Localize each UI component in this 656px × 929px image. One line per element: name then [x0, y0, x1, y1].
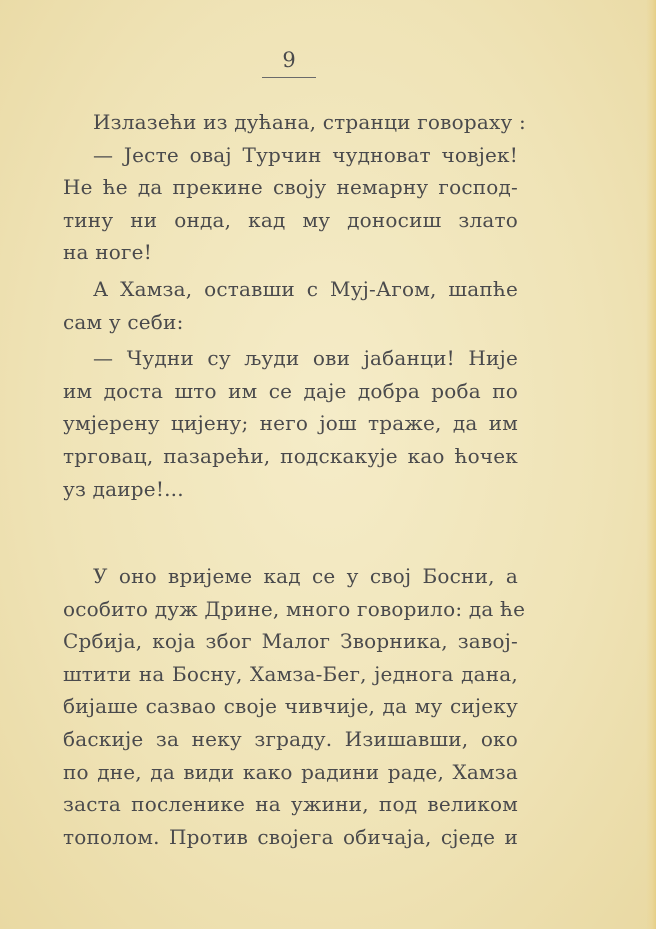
text-line: тополом. Против својега обичаја, сједе и — [63, 824, 518, 849]
text-line: сам у себи: — [63, 309, 184, 334]
text-line: — Јесте овај Турчин чудноват човјек! — [93, 142, 518, 167]
page-number: 9 — [282, 48, 296, 72]
text-line: на ноге! — [63, 240, 152, 265]
text-line: У оно вријеме кад се у свој Босни, а — [93, 564, 518, 588]
text-line: Не ће да прекине своју немарну господ- — [63, 175, 518, 200]
text-line: тину ни онда, кад му доносиш злато — [63, 207, 518, 232]
text-line: трговац, пазарећи, подскакује као ћочек — [63, 443, 518, 468]
text-line: по дне, да види како радини раде, Хамза — [63, 759, 518, 784]
text-line: Излазећи из дућана, странци говораху : — [93, 110, 526, 134]
text-line: особито дуж Дрине, много говорило: да ће — [63, 596, 526, 621]
text-line: — Чудни су људи ови јабанци! Није — [93, 346, 518, 371]
text-block-narrative — [63, 560, 526, 853]
text-line: им доста што им се даје добра роба по — [63, 378, 518, 403]
text-line: баскије за неку зграду. Изишавши, око — [63, 726, 518, 751]
text-block-dialogue — [63, 106, 526, 505]
text-line: уз даире!... — [63, 476, 184, 501]
text-line: умјерену цијену; него још траже, да им — [63, 411, 518, 436]
page-edge-shadow — [646, 0, 656, 929]
text-line: штити на Босну, Хамза-Бег, једнога дана, — [63, 661, 518, 686]
text-line: Србија, која због Малог Зворника, завој- — [63, 629, 518, 654]
text-line: А Хамза, оставши с Муј-Агом, шапће — [93, 276, 518, 301]
text-line: заста посленике на ужини, под великом — [63, 792, 518, 817]
page-number-rule — [262, 77, 316, 78]
text-line: бијаше сазвао своје чивчије, да му сијеку — [63, 694, 518, 719]
